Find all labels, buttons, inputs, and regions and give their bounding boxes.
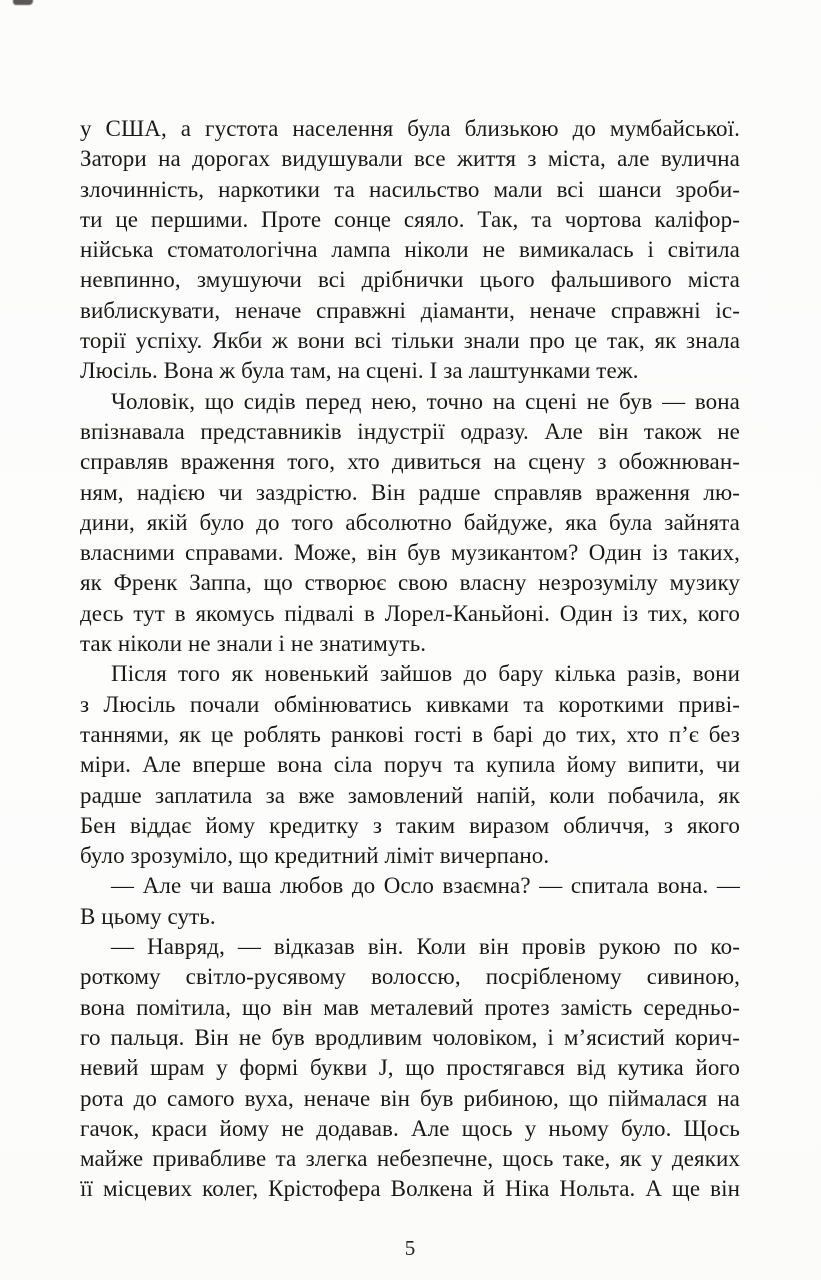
text-line: власними справами. Може, він був музикантом? Один із таких,	[80, 540, 740, 566]
text-line: радше заплатила за вже замовлений напій, коли побачила, як	[80, 782, 740, 808]
paragraph	[80, 387, 740, 660]
text-line: В цьому суть.	[80, 903, 216, 929]
text-line: її місцевих колег, Крістофера Волкена й Ніка Нольта. А ще він	[80, 1176, 740, 1202]
text-line: гачок, краси йому не додавав. Але щось у ньому було. Щось	[80, 1115, 740, 1141]
text-line: міри. Але вперше вона сіла поруч та купила йому випити, чи	[80, 752, 740, 778]
text-line: десь тут в якомусь підвалі в Лорел-Каньйоні. Один із тих, кого	[80, 600, 740, 626]
text-line: з Люсіль почали обмінюватись кивками та короткими приві-	[80, 691, 740, 717]
paragraph	[80, 114, 740, 387]
text-line: у США, а густота населення була близькою до мумбайської.	[80, 116, 740, 141]
text-line: майже привабливе та злегка небезпечне, щось таке, як у деяких	[80, 1146, 740, 1172]
paragraph-dialogue	[80, 932, 740, 1205]
text-line: Бен віддає йому кредитку з таким виразом обличчя, з якого	[80, 812, 740, 838]
text-line: таннями, як це роблять ранкові гості в барі до тих, хто п’є без	[80, 721, 740, 747]
text-line: як Френк Заппа, що створює свою власну незрозумілу музику	[80, 570, 740, 596]
text-line: дини, якій було до того абсолютно байдуже, яка була зайнята	[80, 509, 740, 535]
paragraph	[80, 659, 740, 871]
text-line: — Навряд, — відказав він. Коли він провів рукою по ко-	[111, 934, 740, 960]
text-line: вона помітила, що він мав металевий протез замість середньо-	[80, 994, 740, 1020]
scan-artifact-mark	[13, 0, 33, 5]
text-line: злочинність, наркотики та насильство мали всі шанси зроби-	[80, 176, 740, 202]
paragraph-dialogue	[80, 871, 740, 932]
text-line: роткому світло-русявому волоссю, посрібленому сивиною,	[80, 964, 740, 990]
text-line: Чоловік, що сидів перед нею, точно на сцені не був — вона	[111, 388, 740, 414]
text-line: виблискувати, неначе справжні діаманти, неначе справжні іс-	[80, 297, 740, 323]
text-line: невпинно, змушуючи всі дрібнички цього фальшивого міста	[80, 267, 740, 293]
text-line: рота до самого вуха, неначе він був рибиною, що піймалася на	[80, 1085, 740, 1111]
text-line: Люсіль. Вона ж була там, на сцені. І за лаштунками теж.	[80, 358, 639, 384]
text-line: ням, надією чи заздрістю. Він радше справляв враження лю-	[80, 479, 740, 505]
text-line: впізнавала представників індустрії одразу. Але він також не	[80, 418, 740, 444]
text-line: го пальця. Він не був вродливим чоловіком, і м’ясистий корич-	[80, 1024, 740, 1050]
text-line: торії успіху. Якби ж вони всі тільки знали про це так, як знала	[80, 328, 740, 354]
text-line: справляв враження того, хто дивиться на сцену з обожнюван-	[80, 449, 740, 475]
text-line: нійська стоматологічна лампа ніколи не вимикалась і світила	[80, 237, 740, 263]
text-line: Затори на дорогах видушували все життя з міста, але вулична	[80, 146, 740, 172]
text-line: було зрозуміло, що кредитний ліміт вичерпано.	[80, 843, 550, 869]
text-line: Після того як новенький зайшов до бару кілька разів, вони	[111, 661, 740, 687]
text-line: — Але чи ваша любов до Осло взаємна? — спитала вона. —	[111, 873, 740, 899]
text-line: невий шрам у формі букви J, що простягався від кутика його	[80, 1055, 740, 1081]
text-line: так ніколи не знали і не знатимуть.	[80, 631, 427, 657]
page-number: 5	[404, 1236, 416, 1260]
page-text	[80, 114, 740, 1205]
text-line: ти це першими. Проте сонце сяяло. Так, та чортова каліфор-	[80, 206, 740, 232]
